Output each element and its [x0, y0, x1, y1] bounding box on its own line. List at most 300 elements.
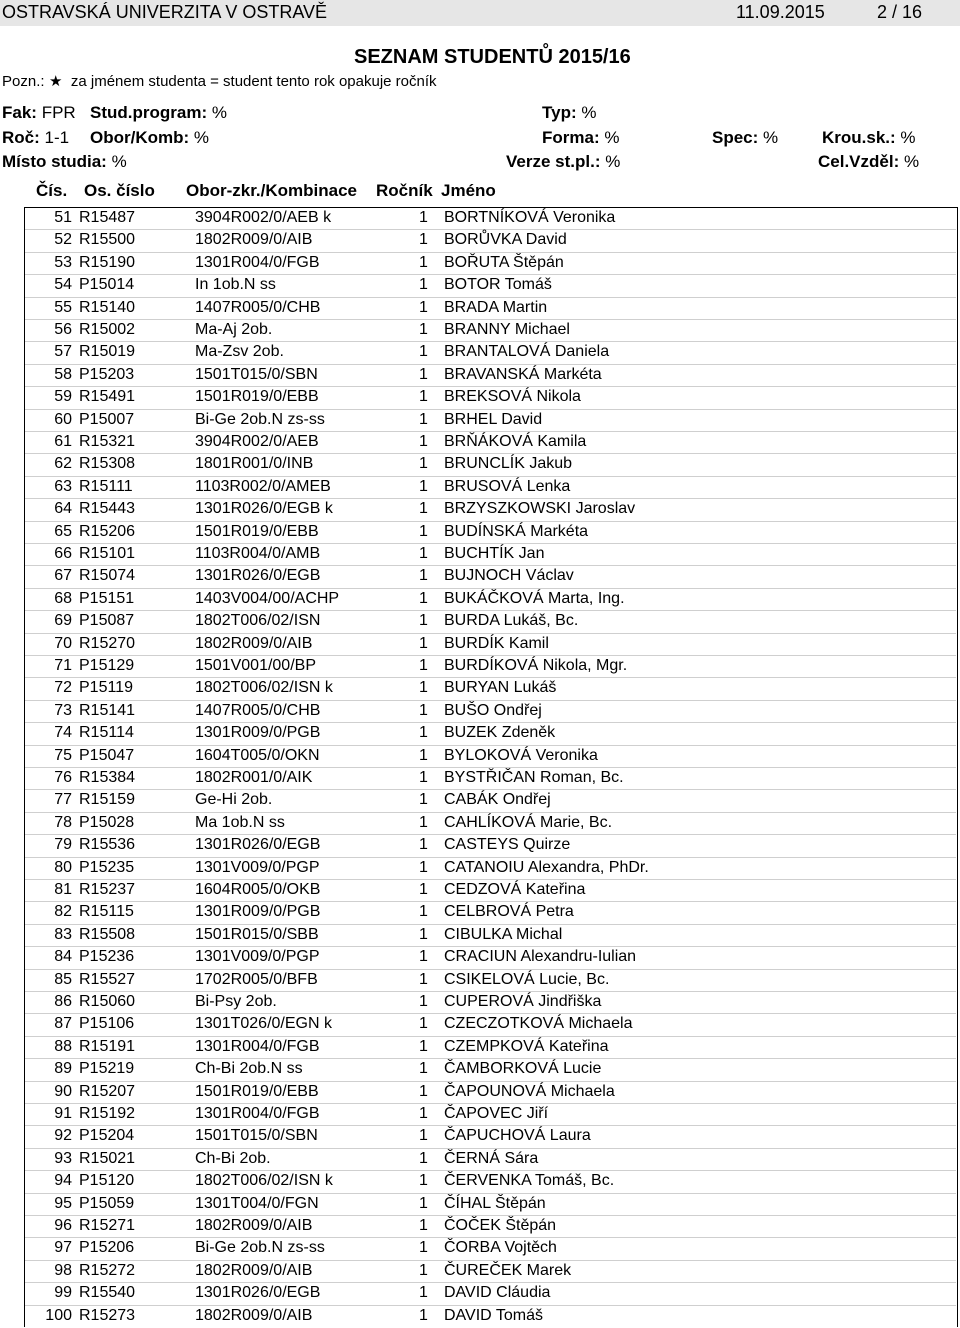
cell-year: 1 [419, 881, 428, 898]
cell-field: 1301R004/0/FGB [195, 1105, 320, 1122]
cell-name: BUDÍNSKÁ Markéta [444, 522, 589, 540]
cell-number: 91 [54, 1105, 72, 1122]
filter-obor [90, 128, 209, 148]
cell-name: BUKÁČKOVÁ Marta, Ing. [444, 589, 625, 607]
cell-name: DAVID Cláudia [444, 1284, 551, 1302]
cell-number: 72 [54, 679, 72, 697]
cell-personal-number: R15019 [79, 343, 136, 361]
cell-field: 1403V004/00/ACHP [195, 589, 340, 607]
cell-field: 1301R004/0/FGB [195, 1037, 320, 1055]
cell-year: 1 [419, 477, 428, 495]
cell-personal-number: P15059 [79, 1194, 135, 1212]
cell-name: ČERVENKA Tomáš, Bc. [444, 1172, 615, 1190]
cell-field: 1604T005/0/OKN [195, 746, 320, 764]
cell-number: 57 [54, 343, 72, 361]
cell-personal-number: R15060 [79, 993, 136, 1010]
page-number: 2 / 16 [877, 2, 923, 22]
cell-year: 1 [419, 545, 428, 562]
cell-name: ČÍHAL Štěpán [444, 1194, 546, 1212]
cell-year: 1 [419, 321, 428, 338]
cell-number: 68 [54, 589, 72, 607]
cell-personal-number: R15114 [79, 724, 134, 742]
cell-number: 71 [54, 657, 72, 674]
table-row [25, 1059, 956, 1081]
university-name: OSTRAVSKÁ UNIVERZITA V OSTRAVĚ [2, 2, 328, 22]
filter-verze-value: % [605, 152, 621, 171]
cell-name: BREKSOVÁ Nikola [444, 388, 581, 406]
cell-field: 1301V009/0/PGP [195, 948, 320, 966]
table-row [25, 656, 956, 678]
cell-year: 1 [419, 993, 428, 1010]
cell-number: 56 [54, 321, 72, 338]
cell-year: 1 [419, 1015, 428, 1033]
cell-personal-number: R15074 [79, 567, 136, 585]
cell-name: BRUNCLÍK Jakub [444, 455, 573, 473]
cell-year: 1 [419, 791, 428, 809]
cell-name: ČORBA Vojtěch [444, 1239, 557, 1257]
cell-number: 58 [54, 365, 72, 383]
cell-field: 1501R019/0/EBB [195, 388, 319, 406]
table-row [25, 746, 956, 768]
cell-field: 1802R009/0/AIB [195, 231, 313, 249]
cell-personal-number: R15508 [79, 925, 136, 943]
cell-field: 1501T015/0/SBN [195, 1127, 318, 1145]
filter-forma [542, 128, 619, 148]
table-row [25, 589, 956, 611]
table-row [25, 522, 956, 544]
cell-number: 83 [54, 925, 72, 943]
cell-number: 89 [54, 1060, 72, 1078]
cell-personal-number: R15141 [79, 701, 136, 719]
cell-name: ČOČEK Štěpán [444, 1217, 557, 1234]
filter-obor-label: Obor/Komb: [90, 128, 190, 147]
table-row [25, 1194, 956, 1216]
filter-fak [2, 103, 76, 123]
filter-misto [2, 152, 127, 172]
cell-field: 1501V001/00/BP [195, 657, 316, 674]
cell-number: 65 [54, 522, 72, 540]
cell-number: 52 [54, 231, 72, 249]
cell-name: DAVID Tomáš [444, 1306, 543, 1324]
table-row [25, 1104, 956, 1126]
col-header-obor: Obor-zkr./Kombinace [186, 181, 357, 200]
cell-field: 1802T006/02/ISN k [195, 679, 333, 697]
filter-forma-label: Forma: [542, 128, 600, 147]
cell-name: BYLOKOVÁ Veronika [444, 746, 598, 764]
cell-year: 1 [419, 1306, 428, 1324]
cell-number: 94 [54, 1172, 72, 1190]
table-row [25, 387, 956, 409]
col-header-jmeno: Jméno [441, 181, 496, 200]
cell-name: BORŮVKA David [444, 231, 567, 249]
cell-field: In 1ob.N ss [195, 276, 276, 294]
print-date: 11.09.2015 [736, 2, 825, 22]
cell-year: 1 [419, 253, 428, 271]
cell-number: 60 [54, 410, 72, 428]
cell-number: 96 [54, 1217, 72, 1234]
cell-number: 98 [54, 1261, 72, 1279]
cell-year: 1 [419, 1217, 428, 1234]
filter-cel [818, 152, 919, 172]
cell-personal-number: P15204 [79, 1127, 135, 1145]
cell-number: 93 [54, 1149, 72, 1167]
cell-personal-number: R15487 [79, 209, 136, 226]
cell-name: BYSTŘIČAN Roman, Bc. [444, 769, 624, 786]
cell-name: ČAPUCHOVÁ Laura [444, 1127, 591, 1145]
cell-field: 1301T004/0/FGN [195, 1194, 319, 1212]
table-row [25, 208, 956, 230]
cell-number: 85 [54, 970, 72, 988]
cell-name: BUZEK Zdeněk [444, 724, 556, 742]
cell-year: 1 [419, 231, 428, 249]
table-row [25, 432, 956, 454]
cell-name: BURDÍK Kamil [444, 634, 549, 652]
cell-name: CELBROVÁ Petra [444, 903, 574, 921]
cell-number: 84 [54, 948, 72, 966]
cell-number: 78 [54, 813, 72, 831]
cell-year: 1 [419, 970, 428, 988]
table-row [25, 1171, 956, 1193]
cell-year: 1 [419, 500, 428, 518]
cell-personal-number: R15101 [79, 545, 136, 562]
filter-spec-value: % [763, 128, 779, 147]
cell-personal-number: R15190 [79, 253, 136, 271]
cell-name: BRANNY Michael [444, 321, 570, 338]
table-row [25, 1082, 956, 1104]
cell-year: 1 [419, 1082, 428, 1100]
cell-personal-number: R15237 [79, 881, 136, 898]
table-row [25, 365, 956, 387]
cell-year: 1 [419, 858, 428, 876]
filter-roc-label: Roč: [2, 128, 40, 147]
cell-field: 1802T006/02/ISN [195, 612, 321, 630]
table-row [25, 925, 956, 947]
table-row [25, 230, 956, 252]
table-row [25, 1014, 956, 1036]
cell-year: 1 [419, 948, 428, 966]
cell-number: 61 [54, 433, 72, 450]
cell-name: BRZYSZKOWSKI Jaroslav [444, 500, 636, 518]
cell-number: 87 [54, 1015, 72, 1033]
filter-krou [822, 128, 916, 148]
cell-personal-number: R15021 [79, 1149, 136, 1167]
cell-field: 1501R019/0/EBB [195, 1082, 319, 1100]
cell-year: 1 [419, 1149, 428, 1167]
cell-field: 1407R005/0/CHB [195, 701, 321, 719]
cell-name: BUJNOCH Václav [444, 567, 574, 585]
cell-number: 59 [54, 388, 72, 406]
cell-year: 1 [419, 1239, 428, 1257]
cell-name: ČAPOUNOVÁ Michaela [444, 1082, 615, 1100]
cell-year: 1 [419, 298, 428, 316]
cell-personal-number: R15115 [79, 903, 134, 921]
cell-personal-number: P15235 [79, 858, 135, 876]
table-row [25, 678, 956, 700]
filter-fak-label: Fak: [2, 103, 37, 122]
cell-field: 1801R001/0/INB [195, 455, 314, 473]
filter-typ-value: % [581, 103, 597, 122]
cell-year: 1 [419, 701, 428, 719]
cell-name: CZEMPKOVÁ Kateřina [444, 1037, 609, 1055]
cell-field: 1301R026/0/EGB [195, 1284, 321, 1302]
filter-cel-value: % [903, 152, 920, 171]
cell-field: 3904R002/0/AEB k [195, 209, 332, 226]
table-row [25, 858, 956, 880]
cell-year: 1 [419, 365, 428, 383]
cell-year: 1 [419, 522, 428, 540]
cell-field: Ma-Aj 2ob. [195, 321, 273, 338]
cell-name: BOTOR Tomáš [444, 276, 552, 294]
cell-number: 69 [54, 612, 72, 630]
filter-verze-label: Verze st.pl.: [506, 152, 601, 171]
cell-field: 1301R009/0/PGB [195, 903, 321, 921]
cell-year: 1 [419, 209, 428, 226]
cell-personal-number: R15206 [79, 522, 136, 540]
table-row [25, 701, 956, 723]
filter-typ-label: Typ: [542, 103, 577, 122]
cell-field: 1802R009/0/AIB [195, 1306, 313, 1324]
filter-roc [2, 128, 69, 148]
filter-program-value: % [211, 103, 227, 122]
cell-personal-number: P15047 [79, 746, 135, 764]
cell-number: 67 [54, 567, 72, 585]
table-row [25, 566, 956, 588]
cell-year: 1 [419, 343, 428, 361]
cell-number: 97 [54, 1239, 72, 1257]
table-row [25, 611, 956, 633]
cell-number: 95 [54, 1194, 72, 1212]
cell-year: 1 [419, 634, 428, 652]
cell-number: 75 [54, 746, 72, 764]
table-row [25, 902, 956, 924]
cell-name: BURYAN Lukáš [444, 679, 557, 697]
cell-field: 1501R015/0/SBB [195, 925, 319, 943]
cell-name: BOŘUTA Štěpán [444, 253, 564, 271]
cell-name: BRAVANSKÁ Markéta [444, 365, 602, 383]
col-header-rocnik: Ročník [376, 181, 433, 200]
table-row [25, 1037, 956, 1059]
table-row [25, 410, 956, 432]
table-row [25, 477, 956, 499]
cell-year: 1 [419, 567, 428, 585]
star-icon: ★ [48, 73, 63, 90]
table-row [25, 813, 956, 835]
cell-number: 51 [54, 209, 72, 226]
filter-verze [506, 152, 620, 172]
cell-number: 76 [54, 769, 72, 786]
cell-name: CABÁK Ondřej [444, 791, 551, 809]
cell-field: Ge-Hi 2ob. [195, 791, 273, 809]
cell-year: 1 [419, 410, 428, 428]
table-row [25, 1149, 956, 1171]
cell-name: BRŇÁKOVÁ Kamila [444, 433, 587, 450]
cell-year: 1 [419, 813, 428, 831]
cell-field: 1103R002/0/AMEB [195, 477, 331, 495]
cell-personal-number: P15007 [79, 410, 135, 428]
cell-personal-number: R15271 [79, 1217, 136, 1234]
cell-personal-number: R15272 [79, 1261, 136, 1279]
cell-personal-number: R15536 [79, 836, 136, 854]
cell-year: 1 [419, 903, 428, 921]
cell-name: CIBULKA Michal [444, 925, 563, 943]
cell-field: 1301T026/0/EGN k [195, 1015, 332, 1033]
cell-number: 92 [54, 1127, 72, 1145]
cell-personal-number: R15321 [79, 433, 136, 450]
cell-personal-number: P15151 [79, 589, 135, 607]
cell-name: CASTEYS Quirze [444, 836, 571, 854]
table-row [25, 768, 956, 790]
cell-name: CZECZOTKOVÁ Michaela [444, 1015, 633, 1033]
cell-year: 1 [419, 1127, 428, 1145]
cell-name: BORTNÍKOVÁ Veronika [444, 209, 616, 226]
cell-personal-number: R15111 [79, 477, 133, 495]
table-row [25, 1238, 956, 1260]
cell-number: 77 [54, 791, 72, 809]
cell-name: CSIKELOVÁ Lucie, Bc. [444, 970, 610, 988]
cell-name: BRUSOVÁ Lenka [444, 477, 571, 495]
cell-personal-number: R15540 [79, 1284, 136, 1302]
filter-fak-value: FPR [41, 103, 76, 122]
cell-field: 1501R019/0/EBB [195, 522, 319, 540]
cell-name: ČAMBORKOVÁ Lucie [444, 1060, 602, 1078]
cell-number: 80 [54, 858, 72, 876]
cell-field: 1407R005/0/CHB [195, 298, 321, 316]
cell-field: 3904R002/0/AEB [195, 433, 319, 450]
cell-name: BURDÍKOVÁ Nikola, Mgr. [444, 657, 628, 674]
cell-field: 1802R009/0/AIB [195, 1261, 313, 1279]
cell-field: 1301R026/0/EGB [195, 567, 321, 585]
table-row [25, 544, 956, 566]
col-header-cis: Čís. [36, 181, 68, 200]
cell-number: 66 [54, 545, 72, 562]
cell-personal-number: R15308 [79, 455, 136, 473]
table-row [25, 1261, 956, 1283]
cell-year: 1 [419, 1105, 428, 1122]
filter-krou-value: % [900, 128, 916, 147]
cell-year: 1 [419, 657, 428, 674]
cell-year: 1 [419, 1172, 428, 1190]
cell-personal-number: P15203 [79, 365, 135, 383]
cell-number: 81 [54, 881, 72, 898]
cell-year: 1 [419, 679, 428, 697]
cell-personal-number: P15087 [79, 612, 135, 630]
cell-personal-number: P15106 [79, 1015, 135, 1033]
filter-typ [542, 103, 596, 123]
cell-field: Bi-Ge 2ob.N zs-ss [195, 410, 325, 428]
cell-year: 1 [419, 1261, 428, 1279]
cell-year: 1 [419, 724, 428, 742]
cell-personal-number: P15119 [79, 679, 133, 697]
student-table [24, 207, 958, 1327]
cell-field: 1802R009/0/AIB [195, 1217, 313, 1234]
cell-number: 86 [54, 993, 72, 1010]
table-row [25, 992, 956, 1014]
cell-personal-number: P15219 [79, 1060, 135, 1078]
cell-number: 73 [54, 701, 72, 719]
filter-spec-label: Spec: [712, 128, 759, 147]
cell-personal-number: P15028 [79, 813, 135, 831]
cell-personal-number: P15120 [79, 1172, 135, 1190]
cell-field: 1702R005/0/BFB [195, 970, 318, 988]
cell-number: 54 [54, 276, 72, 294]
cell-name: BUŠO Ondřej [444, 701, 542, 719]
cell-field: 1604R005/0/OKB [195, 881, 321, 898]
filter-spec [712, 128, 778, 148]
table-row [25, 320, 956, 342]
cell-number: 53 [54, 253, 72, 271]
cell-number: 62 [54, 455, 72, 473]
cell-field: Ch-Bi 2ob.N ss [195, 1060, 303, 1078]
table-row [25, 298, 956, 320]
cell-name: CRACIUN Alexandru-Iulian [444, 948, 637, 966]
cell-number: 82 [54, 903, 72, 921]
cell-personal-number: R15270 [79, 634, 136, 652]
cell-year: 1 [419, 925, 428, 943]
cell-personal-number: P15236 [79, 948, 135, 966]
cell-number: 90 [54, 1082, 72, 1100]
cell-field: 1103R004/0/AMB [195, 545, 321, 562]
cell-field: 1301R004/0/FGB [195, 253, 320, 271]
cell-personal-number: P15206 [79, 1239, 135, 1257]
cell-number: 64 [54, 500, 72, 518]
cell-field: 1301V009/0/PGP [195, 858, 320, 876]
cell-field: Ma-Zsv 2ob. [195, 343, 284, 361]
filter-forma-value: % [604, 128, 620, 147]
table-row [25, 1126, 956, 1148]
cell-year: 1 [419, 612, 428, 630]
cell-personal-number: R15491 [79, 388, 136, 406]
cell-personal-number: R15384 [79, 769, 136, 786]
note-text: za jménem studenta = student tento rok opakuje ročník [70, 73, 437, 90]
cell-personal-number: R15140 [79, 298, 136, 316]
cell-personal-number: R15159 [79, 791, 136, 809]
cell-name: CATANOIU Alexandra, PhDr. [444, 858, 649, 876]
cell-personal-number: P15014 [79, 276, 135, 294]
table-row [25, 790, 956, 812]
cell-number: 88 [54, 1037, 72, 1055]
filter-misto-label: Místo studia: [2, 152, 107, 171]
cell-field: 1802R001/0/AIK [195, 769, 313, 786]
cell-field: 1802T006/02/ISN k [195, 1172, 333, 1190]
cell-number: 70 [54, 634, 72, 652]
filter-misto-value: % [111, 152, 127, 171]
cell-name: BRADA Martin [444, 298, 548, 316]
cell-year: 1 [419, 388, 428, 406]
cell-personal-number: R15443 [79, 500, 136, 518]
table-row [25, 634, 956, 656]
cell-number: 99 [54, 1284, 72, 1302]
cell-name: ČUREČEK Marek [444, 1261, 572, 1279]
cell-field: 1301R026/0/EGB [195, 836, 321, 854]
cell-year: 1 [419, 1194, 428, 1212]
filter-krou-label: Krou.sk.: [822, 128, 896, 147]
cell-year: 1 [419, 1284, 428, 1302]
table-row [25, 1216, 956, 1238]
cell-name: CAHLÍKOVÁ Marie, Bc. [444, 813, 613, 831]
cell-field: Ma 1ob.N ss [195, 813, 285, 831]
cell-personal-number: R15500 [79, 231, 136, 249]
cell-year: 1 [419, 433, 428, 450]
cell-field: Bi-Ge 2ob.N zs-ss [195, 1239, 325, 1257]
filter-roc-value: 1-1 [44, 128, 70, 147]
table-row [25, 499, 956, 521]
filter-obor-value: % [193, 128, 210, 147]
table-row [25, 880, 956, 902]
cell-year: 1 [419, 769, 428, 786]
cell-year: 1 [419, 746, 428, 764]
cell-field: Bi-Psy 2ob. [195, 993, 277, 1010]
cell-personal-number: R15527 [79, 970, 136, 988]
